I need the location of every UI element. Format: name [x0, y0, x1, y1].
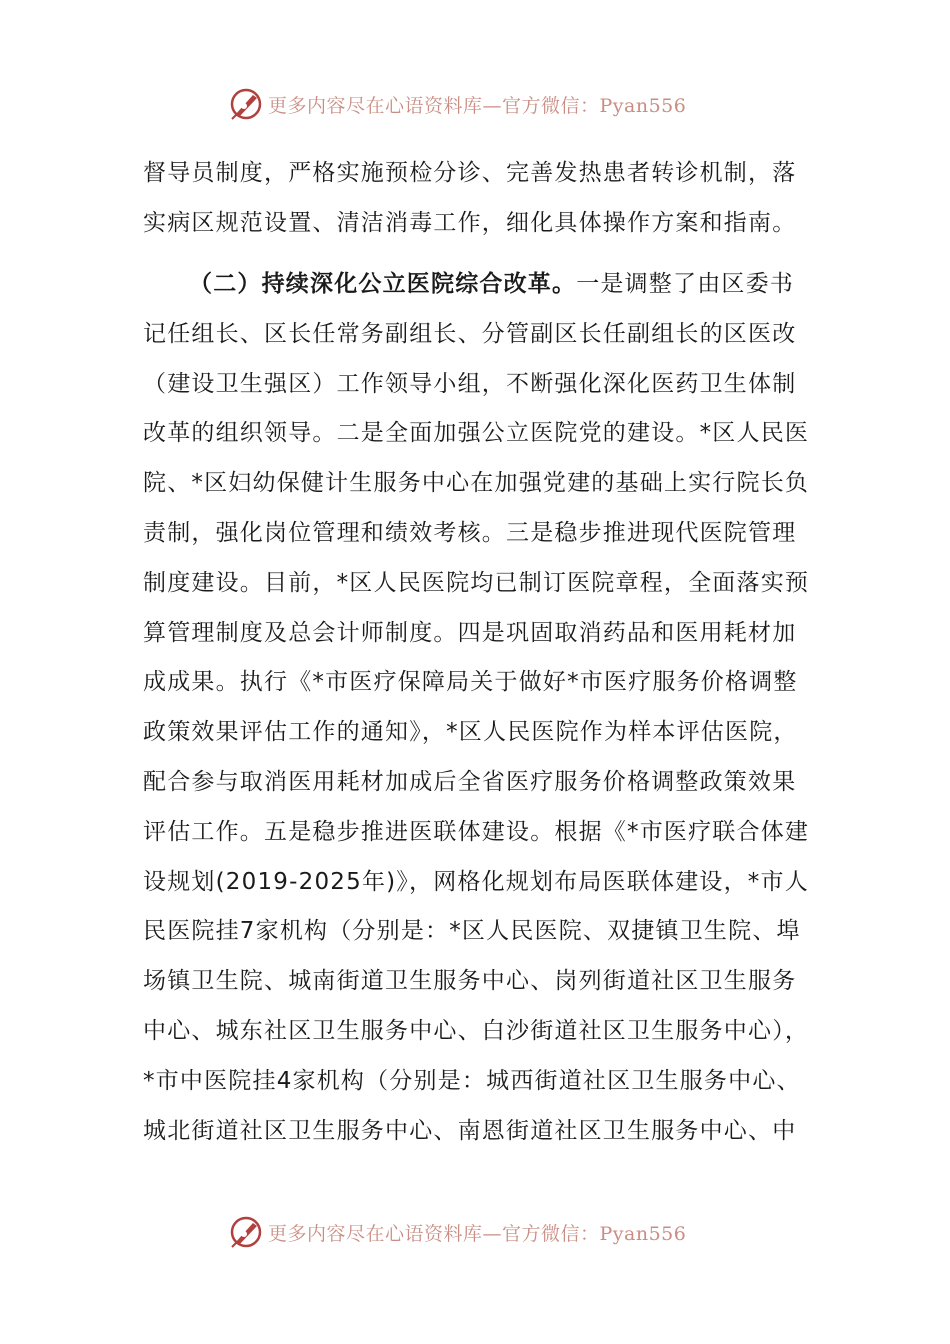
pen-logo-icon [228, 86, 264, 122]
header-banner [228, 84, 686, 124]
section-heading: （二）持续深化公立医院综合改革。 [189, 271, 577, 297]
footer-banner-text: 更多内容尽在心语资料库—官方微信：Pyan556 [268, 1222, 687, 1245]
footer-banner [228, 1212, 686, 1252]
pen-logo-icon [228, 1214, 264, 1250]
header-banner-text: 更多内容尽在心语资料库—官方微信：Pyan556 [268, 94, 687, 117]
paragraph-2-body: 一是调整了由区委书记任组长、区长任常务副组长、分管副区长任副组长的区医改（建设卫生强区）工作领导小组，不断强化深化医药卫生体制改革的组织领导。二是全面加强公立医院党的建设。*区人民医院、*区妇幼保健计生服务中心在加强党建的基础上实行院长负责制，强化岗位管理和绩效考核。三是稳步推进现代医院管理制度建设。目前，*区人民医院均已制订医院章程，全面落实预算管理制度及总会计师制度。四是巩固取消药品和医用耗材加成成果。执行《*市医疗保障局关于做好*市医疗服务价格调整政策效果评估工作的通知》，*区人民医院作为样本评估医院，配合参与取消医用耗材加成后全省医疗服务价格调整政策效果评估工作。五是稳步推进医联体建设。根据《*市医疗联合体建设规划(2019-2025年)》，网格化规划布局医联体建设，*市人民医院挂7家机构（分别是：*区人民医院、双捷镇卫生院、埠场镇卫生院、城南街道卫生服务中心、岗列街道社区卫生服务中心、城东社区卫生服务中心、白沙街道社区卫生服务中心），*市中医院挂4家机构（分别是：城西街道社区卫生服务中心、城北街道社区卫生服务中心、南恩街道社区卫生服务中心、中 [143, 271, 810, 1144]
paragraph-2 [143, 260, 815, 1156]
paragraph-1: 督导员制度，严格实施预检分诊、完善发热患者转诊机制，落实病区规范设置、清洁消毒工作，细化具体操作方案和指南。 [143, 160, 797, 236]
document-body [143, 148, 815, 1156]
